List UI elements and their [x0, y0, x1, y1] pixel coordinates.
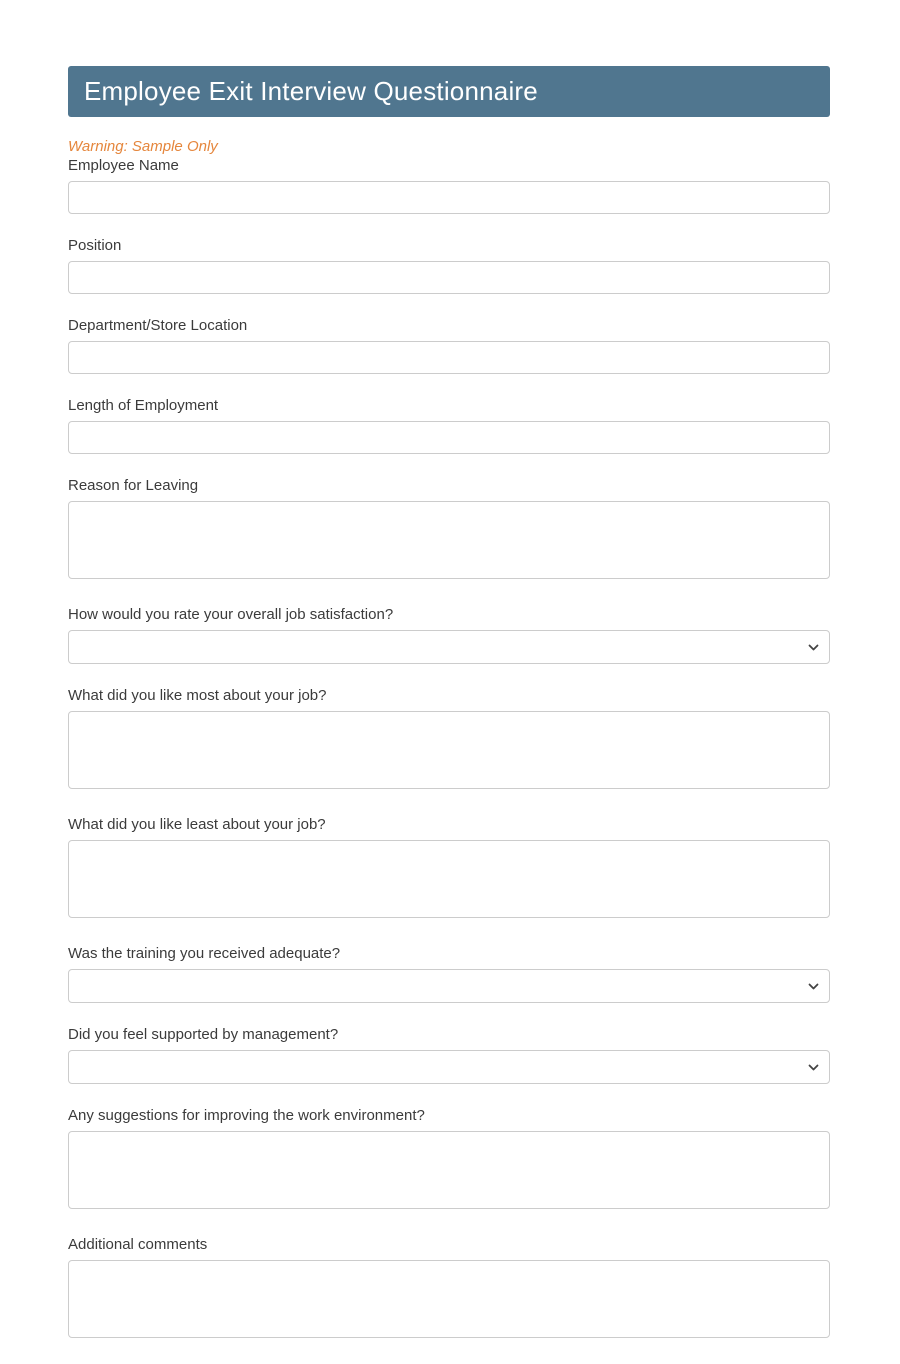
- field-label: How would you rate your overall job satisfaction?: [68, 606, 394, 623]
- employee-name-input[interactable]: [68, 181, 830, 214]
- field-label: What did you like least about your job?: [68, 816, 326, 833]
- field-group: [68, 605, 830, 664]
- field-group: [68, 1025, 830, 1084]
- field-label: Any suggestions for improving the work environment?: [68, 1107, 425, 1124]
- field-group: [68, 396, 830, 454]
- sample-warning-text: Warning: Sample Only: [68, 138, 218, 155]
- field-label: Employee Name: [68, 157, 179, 174]
- field-group: [68, 476, 830, 579]
- form-container: [68, 66, 830, 1364]
- department-store-location-input[interactable]: [68, 341, 830, 374]
- what-did-you-like-least-about-your-job-textarea[interactable]: [68, 840, 830, 918]
- select-wrapper: [68, 1050, 830, 1084]
- did-you-feel-supported-by-management-select[interactable]: [68, 1050, 830, 1084]
- select-wrapper: [68, 969, 830, 1003]
- field-label: Position: [68, 237, 122, 254]
- field-group: [68, 236, 830, 294]
- additional-comments-textarea[interactable]: [68, 1260, 830, 1338]
- position-input[interactable]: [68, 261, 830, 294]
- field-group: [68, 1106, 830, 1209]
- length-of-employment-input[interactable]: [68, 421, 830, 454]
- field-label: Reason for Leaving: [68, 477, 199, 494]
- reason-for-leaving-textarea[interactable]: [68, 501, 830, 579]
- what-did-you-like-most-about-your-job-textarea[interactable]: [68, 711, 830, 789]
- field-label: Length of Employment: [68, 397, 219, 414]
- form-header: [68, 66, 830, 117]
- was-the-training-you-received-adequate-select[interactable]: [68, 969, 830, 1003]
- field-label: Department/Store Location: [68, 317, 248, 334]
- field-label: What did you like most about your job?: [68, 687, 327, 704]
- form-fields: [68, 156, 830, 1338]
- field-group: [68, 156, 830, 214]
- any-suggestions-for-improving-the-work-environment-textarea[interactable]: [68, 1131, 830, 1209]
- field-group: [68, 815, 830, 918]
- field-label: Was the training you received adequate?: [68, 945, 341, 962]
- field-group: [68, 686, 830, 789]
- field-group: [68, 1235, 830, 1338]
- field-label: Did you feel supported by management?: [68, 1026, 339, 1043]
- field-label: Additional comments: [68, 1236, 208, 1253]
- field-group: [68, 944, 830, 1003]
- select-wrapper: [68, 630, 830, 664]
- how-would-you-rate-your-overall-job-satisfaction-select[interactable]: [68, 630, 830, 664]
- form-title: Employee Exit Interview Questionnaire: [84, 76, 538, 106]
- field-group: [68, 316, 830, 374]
